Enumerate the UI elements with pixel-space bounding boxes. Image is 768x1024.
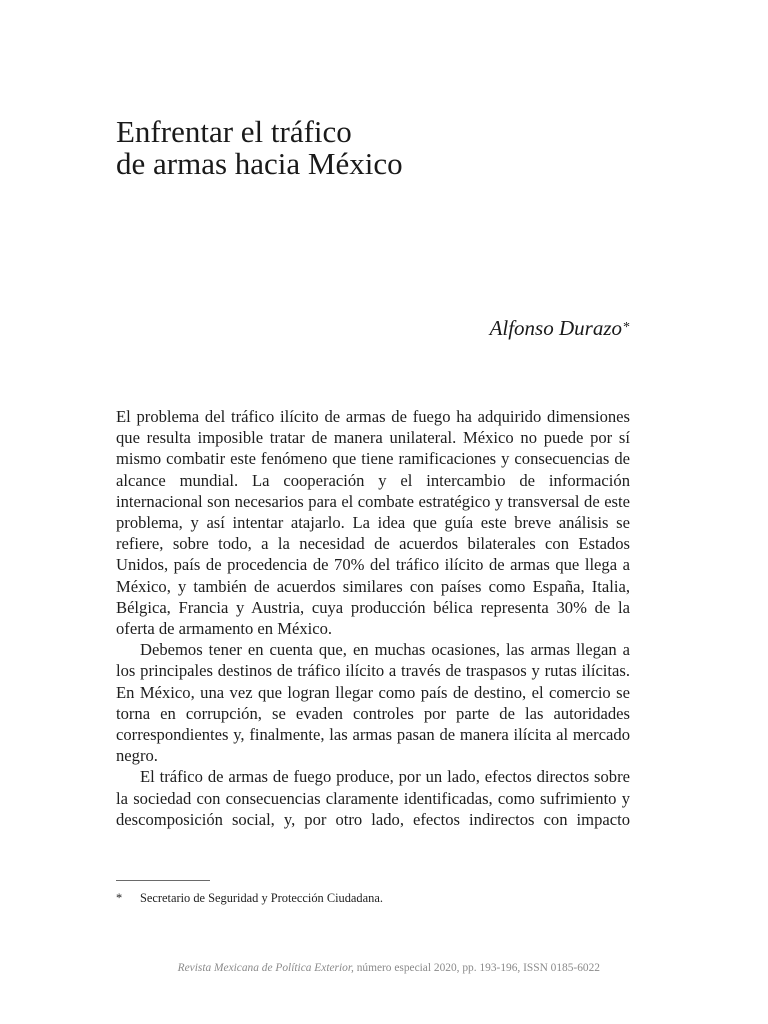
article-title-line-2: de armas hacia México — [116, 146, 403, 181]
footnote-text: Secretario de Seguridad y Protección Ciudadana. — [140, 891, 383, 905]
footnote — [116, 890, 630, 906]
article-title-line-1: Enfrentar el tráfico — [116, 114, 352, 149]
footer-details: número especial 2020, pp. 193-196, ISSN 0185-6022 — [353, 962, 600, 974]
article-title — [116, 116, 636, 180]
body-paragraph-2: Debemos tener en cuenta que, en muchas ocasiones, las armas llegan a los principales destinos de tráfico ilícito a través de traspasos y rutas ilícitas. En México, una vez que logran llegar como país de destino, el comercio se torna en corrupción, se evaden controles por parte de las autoridades correspondientes y, finalmente, las armas pasan de manera ilícita al mercado negro. — [116, 640, 630, 766]
body-paragraph-3: El tráfico de armas de fuego produce, por un lado, efectos directos sobre la sociedad con consecuencias claramente identificadas, como sufrimiento y descomposición social, y, por otro lado, efectos indirectos con impacto — [116, 767, 630, 829]
page-footer — [116, 962, 600, 974]
footnote-divider — [116, 880, 210, 881]
footer-journal: Revista Mexicana de Política Exterior, — [177, 962, 354, 974]
author-footnote-mark: * — [623, 320, 630, 335]
author-name: Alfonso Durazo — [489, 316, 622, 340]
author-byline — [490, 316, 630, 341]
body-paragraph-1: El problema del tráfico ilícito de armas de fuego ha adquirido dimensiones que resulta imposible tratar de manera unilateral. México no puede por sí mismo combatir este fenómeno que tiene ramificaciones y consecuencias de alcance mundial. La cooperación y el intercambio de información internacional son necesarios para el combate estratégico y transversal de este problema, y así intentar atajarlo. La idea que guía este breve análisis se refiere, sobre todo, a la necesidad de acuerdos bilaterales con Estados Unidos, país de procedencia de 70% del tráfico ilícito de armas que llega a México, y también de acuerdos similares con países como España, Italia, Bélgica, Francia y Austria, cuya producción bélica representa 30% de la oferta de armamento en México. — [116, 407, 630, 639]
article-body — [116, 406, 630, 830]
footnote-mark: * — [116, 891, 123, 905]
